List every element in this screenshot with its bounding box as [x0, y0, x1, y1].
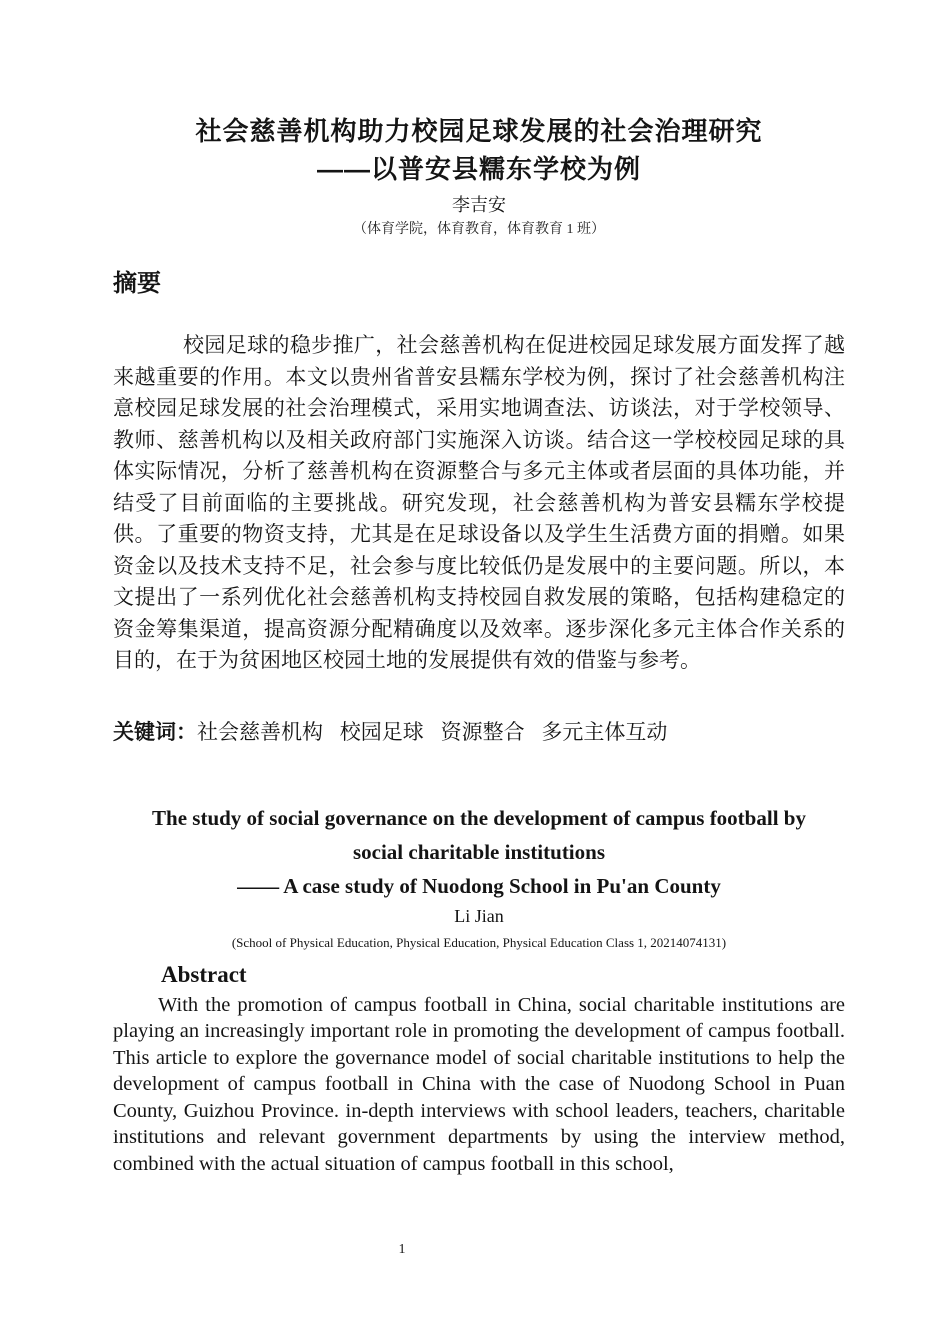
author-name-english: Li Jian [454, 905, 504, 926]
chinese-title-line2: ——以普安县糯东学校为例 [316, 154, 641, 184]
english-title-line1: The study of social governance on the development of campus football by [152, 805, 806, 830]
affiliation-chinese: （体育学院，体育教育，体育教育 1 班） [353, 222, 605, 237]
chinese-title-line1: 社会慈善机构助力校园足球发展的社会治理研究 [195, 116, 763, 146]
keywords-text: 社会慈善机构 校园足球 资源整合 多元主体互动 [197, 719, 668, 744]
abstract-paragraph-chinese: 校园足球的稳步推广，社会慈善机构在促进校园足球发展方面发挥了越来越重要的作用。本文以贵州省普安县糯东学校为例，探讨了社会慈善机构注意校园足球发展的社会治理模式，采用实地调查法、访谈法，对于学校领导、教师、慈善机构以及相关政府部门实施深入访谈。结合这一学校校园足球的具体实际情况，分析了慈善机构在资源整合与多元主体或者层面的具体功能，并结受了目前面临的主要挑战。研究发现，社会慈善机构为普安县糯东学校提供。了重要的物资支持，尤其是在足球设备以及学生生活费方面的捐赠。如果资金以及技术支持不足，社会参与度比较低仍是发展中的主要问题。所以，本文提出了一系列优化社会慈善机构支持校园自救发展的策略，包括构建稳定的资金筹集渠道，提高资源分配精确度以及效率。逐步深化多元主体合作关系的目的，在于为贫困地区校园土地的发展提供有效的借鉴与参考。 [113, 333, 845, 672]
affiliation-english: (School of Physical Education, Physical Education, Physical Education Class 1, 20214074131) [231, 934, 727, 950]
keywords-label: 关键词： [113, 720, 197, 744]
abstract-heading-chinese: 摘要 [113, 270, 161, 297]
abstract-paragraph-english: With the promotion of campus football in China, social charitable institutions are playing an increasingly important role in promoting the development of campus football. This article to explore the governance model of social charitable institutions to help the development of campus football in China with the case of Nuodong School in Puan County, Guizhou Province. in-depth interviews with school leaders, teachers, charitable institutions and relevant government departments by using the interview method, combined with the actual situation of campus football in this school, [113, 993, 845, 1175]
keywords-line [113, 717, 845, 748]
author-name-chinese: 李吉安 [452, 195, 506, 215]
english-title-line2: social charitable institutions [352, 839, 605, 864]
page-content [113, 0, 845, 1177]
abstract-heading-english: Abstract [161, 961, 247, 987]
english-title-line3: —— A case study of Nuodong School in Pu'an County [237, 873, 721, 898]
page-number: 1 [398, 1242, 406, 1257]
